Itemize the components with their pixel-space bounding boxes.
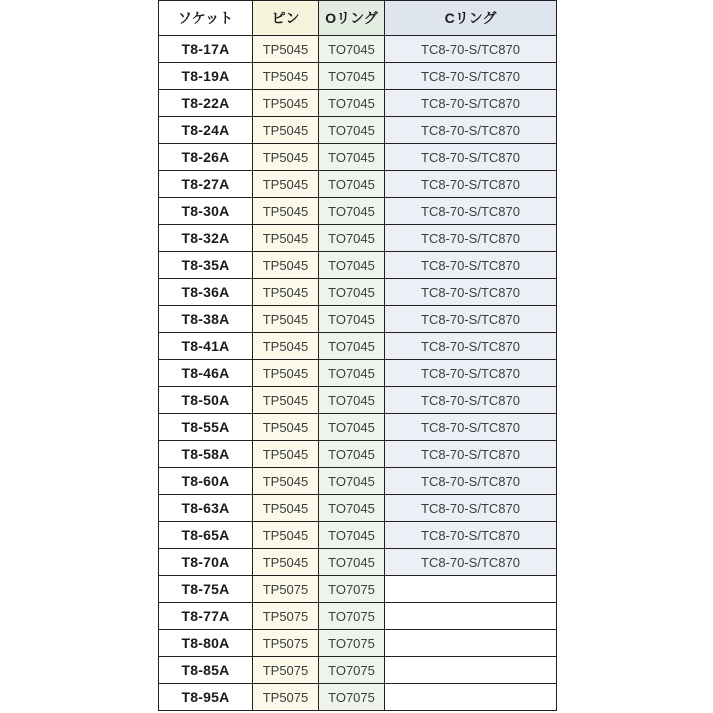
cell-cring: [385, 684, 557, 711]
cell-pin: TP5045: [253, 198, 319, 225]
cell-cring: TC8-70-S/TC870: [385, 387, 557, 414]
cell-pin: TP5045: [253, 171, 319, 198]
cell-pin: TP5045: [253, 333, 319, 360]
parts-table-container: [158, 0, 556, 711]
cell-cring: TC8-70-S/TC870: [385, 360, 557, 387]
cell-socket: T8-95A: [159, 684, 253, 711]
cell-cring: TC8-70-S/TC870: [385, 306, 557, 333]
cell-cring: TC8-70-S/TC870: [385, 36, 557, 63]
cell-socket: T8-36A: [159, 279, 253, 306]
cell-pin: TP5045: [253, 225, 319, 252]
table-row: [159, 522, 557, 549]
table-row: [159, 279, 557, 306]
cell-oring: TO7045: [319, 117, 385, 144]
cell-socket: T8-46A: [159, 360, 253, 387]
table-row: [159, 603, 557, 630]
table-row: [159, 171, 557, 198]
cell-socket: T8-60A: [159, 468, 253, 495]
table-body: [159, 36, 557, 711]
cell-pin: TP5075: [253, 603, 319, 630]
cell-oring: TO7045: [319, 90, 385, 117]
cell-pin: TP5075: [253, 630, 319, 657]
table-row: [159, 360, 557, 387]
cell-oring: TO7045: [319, 387, 385, 414]
table-row: [159, 90, 557, 117]
table-row: [159, 549, 557, 576]
column-header-socket: ソケット: [159, 1, 253, 36]
table-row: [159, 117, 557, 144]
cell-pin: TP5045: [253, 414, 319, 441]
table-row: [159, 387, 557, 414]
cell-socket: T8-50A: [159, 387, 253, 414]
table-row: [159, 576, 557, 603]
cell-pin: TP5045: [253, 441, 319, 468]
cell-pin: TP5045: [253, 63, 319, 90]
cell-oring: TO7075: [319, 630, 385, 657]
column-header-pin: ピン: [253, 1, 319, 36]
cell-oring: TO7075: [319, 657, 385, 684]
cell-cring: TC8-70-S/TC870: [385, 333, 557, 360]
table-header-row: [159, 1, 557, 36]
cell-cring: TC8-70-S/TC870: [385, 441, 557, 468]
table-row: [159, 630, 557, 657]
cell-oring: TO7045: [319, 468, 385, 495]
cell-cring: TC8-70-S/TC870: [385, 144, 557, 171]
cell-pin: TP5045: [253, 495, 319, 522]
cell-socket: T8-55A: [159, 414, 253, 441]
cell-pin: TP5045: [253, 117, 319, 144]
cell-cring: TC8-70-S/TC870: [385, 495, 557, 522]
cell-oring: TO7045: [319, 279, 385, 306]
cell-pin: TP5045: [253, 387, 319, 414]
cell-oring: TO7045: [319, 333, 385, 360]
cell-pin: TP5075: [253, 684, 319, 711]
cell-cring: [385, 657, 557, 684]
cell-cring: [385, 603, 557, 630]
cell-socket: T8-75A: [159, 576, 253, 603]
table-row: [159, 144, 557, 171]
cell-cring: TC8-70-S/TC870: [385, 225, 557, 252]
cell-oring: TO7045: [319, 414, 385, 441]
cell-oring: TO7045: [319, 441, 385, 468]
cell-socket: T8-32A: [159, 225, 253, 252]
cell-socket: T8-17A: [159, 36, 253, 63]
cell-socket: T8-19A: [159, 63, 253, 90]
column-header-oring: Oリング: [319, 1, 385, 36]
cell-cring: TC8-70-S/TC870: [385, 171, 557, 198]
cell-pin: TP5045: [253, 252, 319, 279]
cell-socket: T8-77A: [159, 603, 253, 630]
cell-socket: T8-26A: [159, 144, 253, 171]
table-row: [159, 198, 557, 225]
cell-socket: T8-35A: [159, 252, 253, 279]
cell-socket: T8-41A: [159, 333, 253, 360]
table-row: [159, 684, 557, 711]
table-row: [159, 252, 557, 279]
cell-cring: TC8-70-S/TC870: [385, 522, 557, 549]
cell-oring: TO7045: [319, 144, 385, 171]
cell-oring: TO7045: [319, 360, 385, 387]
cell-oring: TO7045: [319, 36, 385, 63]
cell-socket: T8-58A: [159, 441, 253, 468]
cell-cring: TC8-70-S/TC870: [385, 468, 557, 495]
cell-pin: TP5045: [253, 144, 319, 171]
table-row: [159, 468, 557, 495]
cell-cring: TC8-70-S/TC870: [385, 252, 557, 279]
cell-socket: T8-70A: [159, 549, 253, 576]
cell-pin: TP5045: [253, 549, 319, 576]
cell-cring: TC8-70-S/TC870: [385, 90, 557, 117]
table-row: [159, 63, 557, 90]
cell-socket: T8-63A: [159, 495, 253, 522]
table-row: [159, 333, 557, 360]
cell-cring: TC8-70-S/TC870: [385, 279, 557, 306]
cell-cring: [385, 630, 557, 657]
table-row: [159, 441, 557, 468]
cell-pin: TP5045: [253, 279, 319, 306]
table-row: [159, 36, 557, 63]
cell-oring: TO7045: [319, 63, 385, 90]
cell-cring: TC8-70-S/TC870: [385, 414, 557, 441]
column-header-cring: Cリング: [385, 1, 557, 36]
cell-cring: [385, 576, 557, 603]
cell-socket: T8-24A: [159, 117, 253, 144]
cell-socket: T8-85A: [159, 657, 253, 684]
cell-pin: TP5045: [253, 522, 319, 549]
cell-socket: T8-27A: [159, 171, 253, 198]
cell-socket: T8-38A: [159, 306, 253, 333]
cell-oring: TO7045: [319, 252, 385, 279]
cell-cring: TC8-70-S/TC870: [385, 549, 557, 576]
cell-pin: TP5075: [253, 657, 319, 684]
cell-socket: T8-30A: [159, 198, 253, 225]
table-row: [159, 495, 557, 522]
cell-cring: TC8-70-S/TC870: [385, 63, 557, 90]
cell-cring: TC8-70-S/TC870: [385, 117, 557, 144]
cell-socket: T8-65A: [159, 522, 253, 549]
cell-oring: TO7045: [319, 495, 385, 522]
cell-oring: TO7075: [319, 684, 385, 711]
cell-oring: TO7045: [319, 198, 385, 225]
cell-oring: TO7045: [319, 171, 385, 198]
table-row: [159, 657, 557, 684]
cell-pin: TP5045: [253, 468, 319, 495]
cell-pin: TP5045: [253, 36, 319, 63]
table-row: [159, 225, 557, 252]
cell-pin: TP5075: [253, 576, 319, 603]
cell-oring: TO7045: [319, 306, 385, 333]
cell-pin: TP5045: [253, 360, 319, 387]
cell-oring: TO7045: [319, 522, 385, 549]
table-header: [159, 1, 557, 36]
table-row: [159, 414, 557, 441]
cell-oring: TO7045: [319, 225, 385, 252]
cell-pin: TP5045: [253, 306, 319, 333]
cell-pin: TP5045: [253, 90, 319, 117]
cell-socket: T8-22A: [159, 90, 253, 117]
cell-oring: TO7075: [319, 603, 385, 630]
parts-compatibility-table: [158, 0, 557, 711]
cell-cring: TC8-70-S/TC870: [385, 198, 557, 225]
cell-oring: TO7045: [319, 549, 385, 576]
cell-socket: T8-80A: [159, 630, 253, 657]
table-row: [159, 306, 557, 333]
cell-oring: TO7075: [319, 576, 385, 603]
